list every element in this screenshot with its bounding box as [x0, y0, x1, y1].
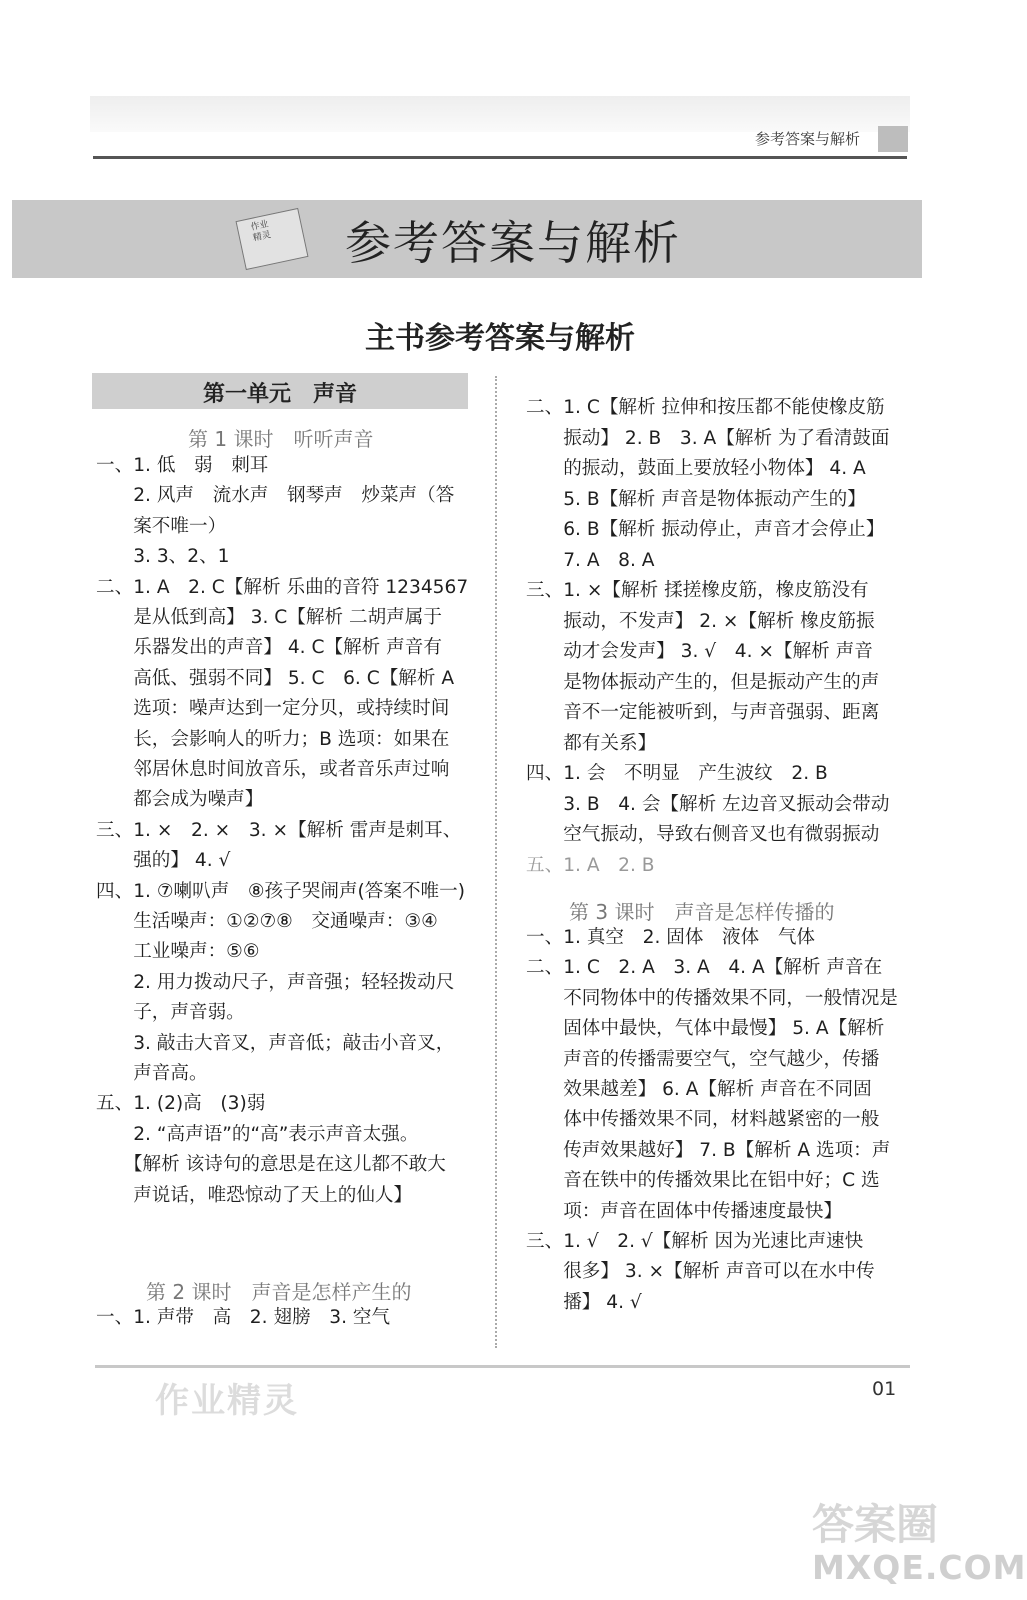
answer-line: 高低、强弱不同】 5. C 6. C【解析 A	[96, 667, 455, 689]
answer-line: 2. “高声语”的“高”表示声音太强。	[96, 1123, 419, 1145]
banner-title: 参考答案与解析	[345, 216, 681, 270]
unit-heading: 第一单元 声音	[202, 382, 357, 407]
answer-line: 空气振动，导致右侧音叉也有微弱振动	[526, 824, 880, 845]
page-top-shade	[90, 96, 910, 132]
answer-line: 是物体振动产生的，但是振动产生的声	[526, 671, 880, 693]
page-number: 01	[872, 1378, 897, 1400]
main-title: 主书参考答案与解析	[365, 321, 635, 356]
answer-line: 五、1. (2)高 (3)弱	[96, 1093, 266, 1115]
answer-line: 声说话，唯恐惊动了天上的仙人】	[96, 1184, 413, 1206]
answer-line: 音在铁中的传播效果比在铝中好；C 选	[526, 1170, 880, 1192]
answer-line: 一、1. 真空 2. 固体 液体 气体	[526, 927, 816, 948]
answer-line: 声音的传播需要空气，空气越少，传播	[526, 1048, 880, 1070]
lesson-2-title: 第 2 课时 声音是怎样产生的	[146, 1280, 412, 1304]
answer-line: 很多】 3. ×【解析 声音可以在水中传	[526, 1261, 875, 1283]
answer-line: 5. B【解析 声音是物体振动产生的】	[526, 488, 866, 510]
answer-line: 2. 风声 流水声 钢琴声 炒菜声（答	[96, 485, 455, 507]
answer-line: 播】 4. √	[526, 1291, 642, 1313]
watermark-text: 作业精灵	[155, 1381, 299, 1421]
answer-line: 3. 3、2、1	[96, 546, 230, 568]
answer-line: 三、1. √ 2. √【解析 因为光速比声速快	[526, 1231, 864, 1252]
answer-line: 案不唯一）	[96, 515, 227, 537]
answer-line: 3. B 4. 会【解析 左边音叉振动会带动	[526, 793, 890, 815]
answer-line: 音不一定能被听到，与声音强弱、距离	[526, 702, 880, 723]
header-rule	[93, 156, 907, 159]
answer-line: 选项：噪声达到一定分贝，或持续时间	[96, 698, 450, 720]
answer-line: 6. B【解析 振动停止，声音才会停止】	[526, 519, 885, 540]
answer-line: 不同物体中的传播效果不同，一般情况是	[526, 987, 898, 1009]
answer-line: 都会成为噪声】	[96, 789, 264, 811]
answer-line: 五、1. A 2. B	[526, 854, 655, 876]
site-logo: 答案圈	[812, 1500, 939, 1549]
lesson-3-title: 第 3 课时 声音是怎样传播的	[569, 900, 835, 924]
running-head: 参考答案与解析	[754, 130, 860, 148]
answer-line: 动才会发声】 3. √ 4. ×【解析 声音	[526, 641, 873, 662]
answer-line: 四、1. 会 不明显 产生波纹 2. B	[526, 763, 828, 784]
answer-line: 体中传播效果不同，材料越紧密的一般	[526, 1109, 880, 1131]
answer-line: 三、1. ×【解析 揉搓橡皮筋，橡皮筋没有	[526, 580, 869, 601]
footer-rule	[95, 1365, 910, 1368]
answer-line: 一、1. 低 弱 刺耳	[96, 455, 269, 476]
answer-line: 一、1. 声带 高 2. 翅膀 3. 空气	[96, 1307, 391, 1328]
answer-line: 振动，不发声】 2. ×【解析 橡皮筋振	[526, 610, 875, 632]
answer-line: 固体中最快，气体中最慢】 5. A【解析	[526, 1018, 885, 1040]
answer-line: 工业噪声：⑤⑥	[96, 941, 260, 963]
answer-line: 2. 用力拨动尺子，声音强；轻轻拨动尺	[96, 971, 455, 993]
answer-line: 强的】 4. √	[96, 850, 231, 872]
answer-line: 3. 敲击大音叉，声音低；敲击小音叉，	[96, 1032, 455, 1054]
answer-line: 【解析 该诗句的意思是在这儿都不敢大	[96, 1154, 446, 1176]
answer-line: 二、1. A 2. C【解析 乐曲的音符 1234567	[96, 576, 469, 598]
lesson-1-title: 第 1 课时 听听声音	[188, 427, 374, 451]
stamp-text: 作业 精灵	[249, 219, 272, 244]
answer-line: 二、1. C 2. A 3. A 4. A【解析 声音在	[526, 957, 883, 979]
answer-line: 是从低到高】 3. C【解析 二胡声属于	[96, 607, 442, 628]
answer-line: 效果越差】 6. A【解析 声音在不同固	[526, 1079, 872, 1100]
answer-line: 的振动，鼓面上要放轻小物体】 4. A	[526, 458, 866, 479]
answer-line: 项：声音在固体中传播速度最快】	[526, 1200, 843, 1222]
answer-line: 7. A 8. A	[526, 549, 655, 571]
answer-line: 二、1. C【解析 拉伸和按压都不能使橡皮筋	[526, 397, 885, 418]
answer-line: 声音高。	[96, 1063, 208, 1084]
answer-line: 生活噪声：①②⑦⑧ 交通噪声：③④	[96, 911, 438, 932]
header-tab-marker	[878, 126, 908, 152]
answer-line: 振动】 2. B 3. A【解析 为了看清鼓面	[526, 427, 890, 449]
column-divider	[495, 376, 497, 1348]
answer-line: 子，声音弱。	[96, 1002, 245, 1024]
answer-line: 都有关系】	[526, 732, 657, 754]
answer-line: 四、1. ⑦喇叭声 ⑧孩子哭闹声(答案不唯一)	[96, 880, 465, 902]
answer-line: 传声效果越好】 7. B【解析 A 选项：声	[526, 1139, 891, 1161]
answer-line: 乐器发出的声音】 4. C【解析 声音有	[96, 637, 442, 659]
answer-line: 长，会影响人的听力；B 选项：如果在	[96, 728, 450, 750]
site-url: MXQE.COM	[812, 1548, 1027, 1587]
answer-line: 邻居休息时间放音乐，或者音乐声过响	[96, 759, 450, 780]
answer-line: 三、1. × 2. × 3. ×【解析 雷声是刺耳、	[96, 819, 462, 841]
